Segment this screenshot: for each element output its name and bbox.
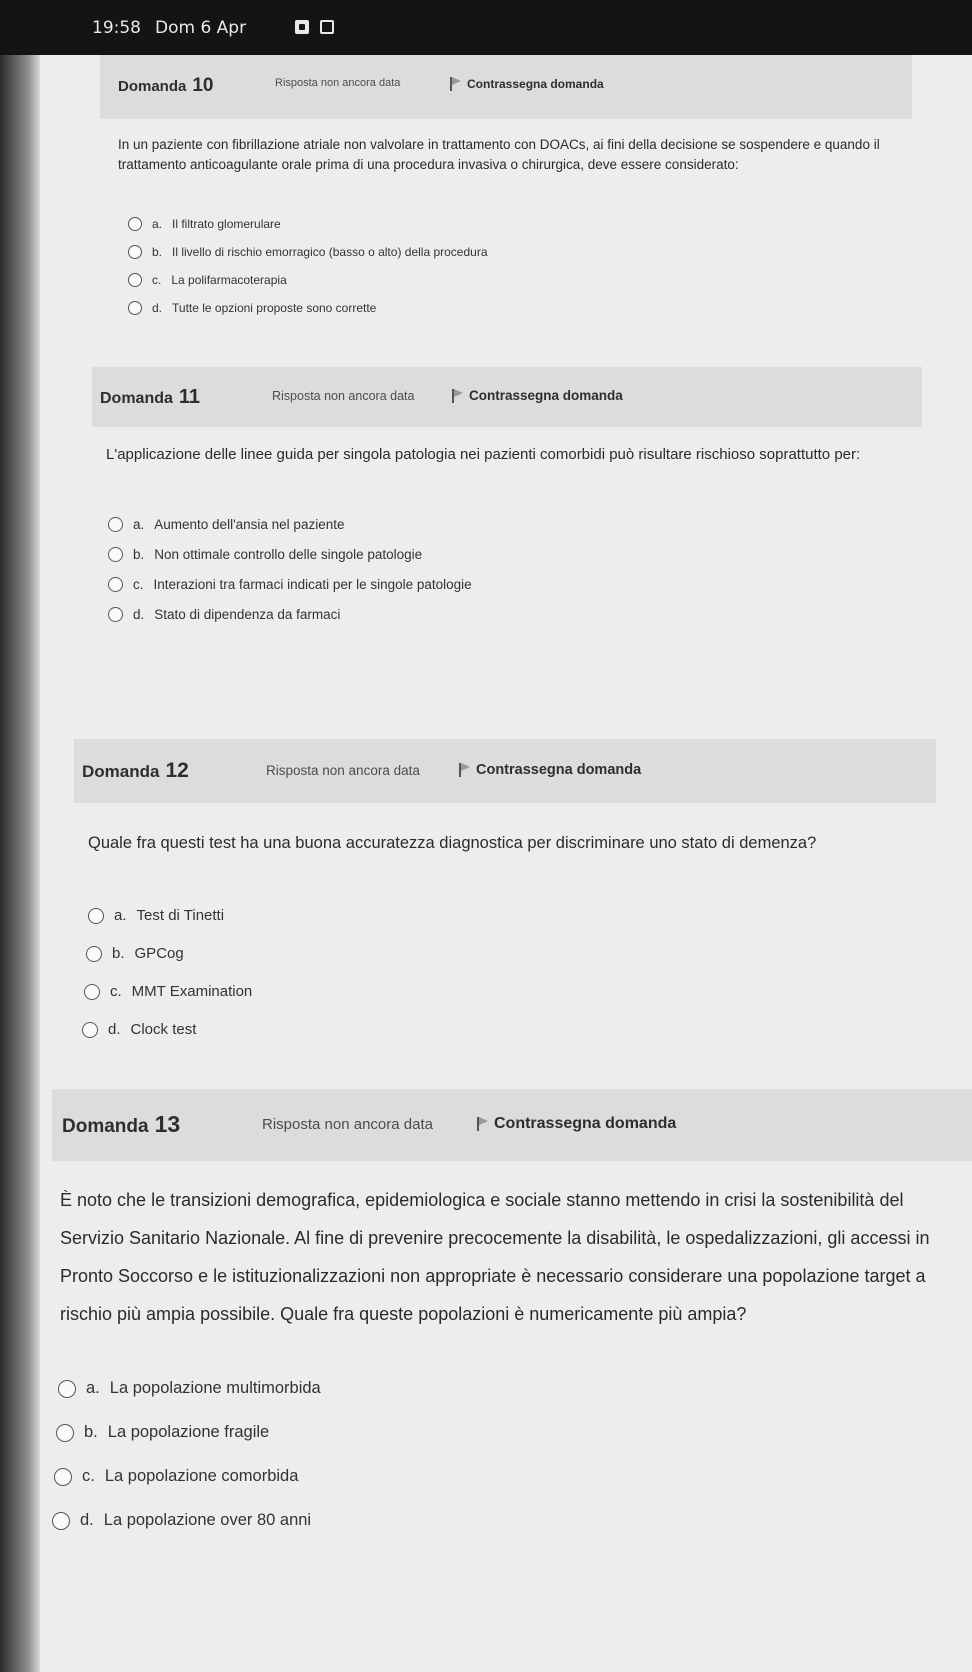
flag-question-button[interactable]: Contrassegna domanda: [459, 762, 641, 778]
radio-button[interactable]: [88, 908, 104, 924]
answer-option[interactable]: b. Non ottimale controllo delle singole patologie: [108, 547, 422, 562]
answer-option[interactable]: b. La popolazione fragile: [56, 1423, 269, 1442]
status-bar: [0, 0, 972, 55]
cast-icon: [320, 20, 334, 34]
radio-button[interactable]: [58, 1380, 76, 1398]
radio-button[interactable]: [128, 217, 142, 231]
radio-button[interactable]: [108, 517, 123, 532]
radio-button[interactable]: [128, 301, 142, 315]
question-text: L'applicazione delle linee guida per singola patologia nei pazienti comorbidi può risultare rischioso soprattutto per:: [106, 446, 861, 463]
flag-icon: [459, 763, 470, 775]
question-header: [74, 739, 936, 803]
radio-button[interactable]: [82, 1022, 98, 1038]
question-status: Risposta non ancora data: [262, 1116, 433, 1133]
flag-icon: [450, 77, 461, 89]
radio-button[interactable]: [54, 1468, 72, 1486]
answer-option[interactable]: b. Il livello di rischio emorragico (basso o alto) della procedura: [128, 245, 488, 259]
question-status: Risposta non ancora data: [275, 77, 401, 89]
question-header: [52, 1089, 972, 1161]
question-title: Domanda 13: [62, 1111, 181, 1137]
question-header: [92, 367, 922, 427]
status-date: Dom 6 Apr: [155, 18, 247, 38]
radio-button[interactable]: [108, 577, 123, 592]
radio-button[interactable]: [84, 984, 100, 1000]
answer-option[interactable]: d. Tutte le opzioni proposte sono corrette: [128, 301, 376, 315]
answer-option[interactable]: d. Clock test: [82, 1021, 196, 1038]
answer-option[interactable]: c. La popolazione comorbida: [54, 1467, 298, 1486]
question-title: Domanda 11: [100, 386, 201, 408]
flag-question-button[interactable]: Contrassegna domanda: [477, 1115, 676, 1133]
answer-option[interactable]: a. Aumento dell'ansia nel paziente: [108, 517, 344, 532]
radio-button[interactable]: [108, 607, 123, 622]
radio-button[interactable]: [128, 273, 142, 287]
screen-edge: [0, 55, 40, 1672]
answer-option[interactable]: a. Test di Tinetti: [88, 907, 224, 924]
answer-option[interactable]: c. Interazioni tra farmaci indicati per le singole patologie: [108, 577, 472, 592]
answer-option[interactable]: d. La popolazione over 80 anni: [52, 1511, 311, 1530]
notification-icon: [295, 20, 309, 34]
radio-button[interactable]: [108, 547, 123, 562]
question-status: Risposta non ancora data: [266, 763, 420, 778]
flag-icon: [477, 1117, 488, 1129]
question-text: Quale fra questi test ha una buona accuratezza diagnostica per discriminare uno stato di demenza?: [88, 834, 817, 852]
flag-question-button[interactable]: Contrassegna domanda: [452, 388, 623, 403]
status-time: 19:58: [92, 18, 141, 38]
question-status: Risposta non ancora data: [272, 389, 415, 403]
question-header: [100, 55, 912, 119]
answer-option[interactable]: b. GPCog: [86, 945, 184, 962]
question-text: È noto che le transizioni demografica, epidemiologica e sociale stanno mettendo in crisi la sostenibilità del Servizio Sanitario Nazionale. Al fine di prevenire precocemente la disabilità, le ospedalizzazioni, gli accessi in Pronto Soccorso e le istituzionalizzazioni non appropriate è necessario considerare una popolazione target a rischio più ampia possibile. Quale fra queste popolazioni è numericamente più ampia?: [60, 1190, 930, 1325]
flag-icon: [452, 389, 463, 401]
question-text: In un paziente con fibrillazione atriale non valvolare in trattamento con DOACs, ai fini della decisione se sospendere e quando il trattamento anticoagulante orale prima di una procedura invasiva o chirurgica, deve essere considerato:: [118, 137, 880, 173]
radio-button[interactable]: [56, 1424, 74, 1442]
radio-button[interactable]: [52, 1512, 70, 1530]
question-title: Domanda 10: [118, 75, 214, 96]
question-title: Domanda 12: [82, 759, 189, 782]
flag-question-button[interactable]: Contrassegna domanda: [450, 76, 604, 91]
answer-option[interactable]: c. La polifarmacoterapia: [128, 273, 287, 287]
radio-button[interactable]: [86, 946, 102, 962]
radio-button[interactable]: [128, 245, 142, 259]
answer-option[interactable]: c. MMT Examination: [84, 983, 252, 1000]
quiz-page: [40, 55, 972, 1672]
answer-option[interactable]: a. La popolazione multimorbida: [58, 1379, 321, 1398]
answer-option[interactable]: d. Stato di dipendenza da farmaci: [108, 607, 340, 622]
answer-option[interactable]: a. Il filtrato glomerulare: [128, 217, 281, 231]
